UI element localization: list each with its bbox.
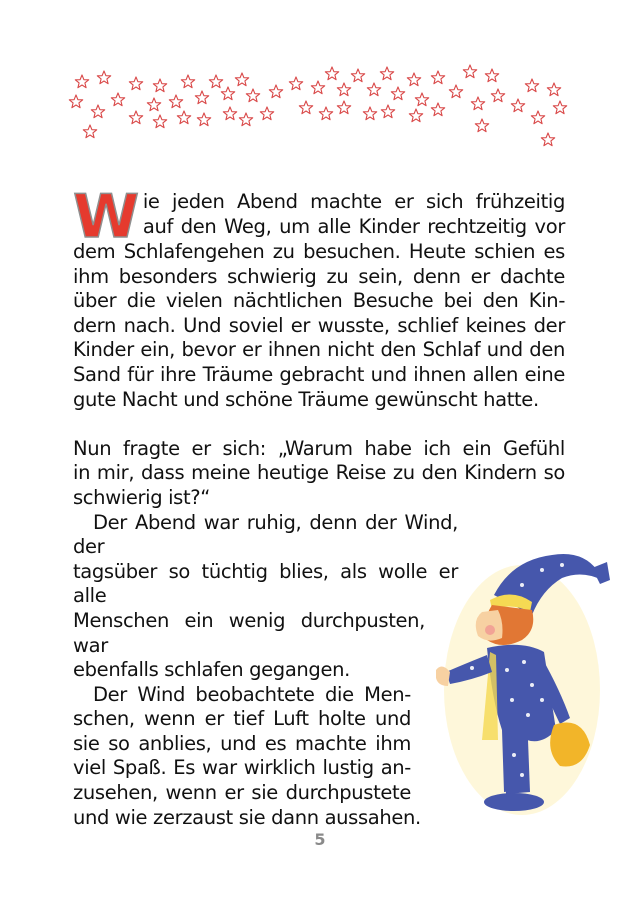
- text-line: und wie zerzaust sie dann aussahen.: [73, 805, 421, 829]
- text-line: Der Abend war ruhig, denn der Wind, der: [73, 510, 458, 559]
- paragraph-2: [73, 437, 565, 511]
- text-line: Menschen ein wenig durchpusten, war: [73, 608, 425, 657]
- text-line: ihm besonders schwierig zu sein, denn er dachte: [73, 264, 565, 288]
- text-line: dem Schlafengehen zu besuchen. Heute schien es: [73, 240, 565, 263]
- text-line: tagsüber so tüchtig blies, als wolle er alle: [73, 559, 458, 608]
- drop-cap: W: [73, 182, 139, 252]
- text-line: ebenfalls schlafen gegangen.: [73, 658, 350, 682]
- text-line: zusehen, wenn er sie durchpustete: [73, 781, 411, 805]
- text-line: sie so anblies, und es machte ihm: [73, 731, 411, 755]
- text-line: in mir, dass meine heutige Reise zu den Kindern so: [73, 461, 565, 485]
- star-icon: [69, 65, 566, 146]
- text-line: Kinder ein, bevor er ihnen nicht den Schlaf und den: [73, 338, 565, 362]
- text-line: Nun fragte er sich: „Warum habe ich ein Gefühl: [73, 436, 565, 460]
- text-line: Sand für ihre Träume gebracht und ihnen allen eine: [73, 362, 565, 386]
- paragraph-1: [73, 182, 565, 412]
- text-line: schwierig ist?“: [73, 485, 211, 509]
- text-line: schen, wenn er tief Luft holte und: [73, 707, 411, 731]
- text-line: dern nach. Und soviel er wusste, schlief keines der: [73, 313, 565, 337]
- text-line: ie jeden Abend machte er sich frühzeitig: [142, 190, 565, 213]
- text-line: Der Wind beobachtete die Men-: [93, 682, 411, 706]
- page-number: 5: [314, 830, 326, 849]
- text-line: auf den Weg, um alle Kinder rechtzeitig vor: [142, 214, 565, 238]
- star-decoration: [60, 60, 580, 160]
- text-line: über die vielen nächtlichen Besuche bei den Kin-: [73, 289, 565, 313]
- sandman-illustration: [432, 540, 612, 820]
- text-line: gute Nacht und schöne Träume gewünscht hatte.: [73, 387, 539, 411]
- text-line: viel Spaß. Es war wirklich lustig an-: [73, 756, 411, 780]
